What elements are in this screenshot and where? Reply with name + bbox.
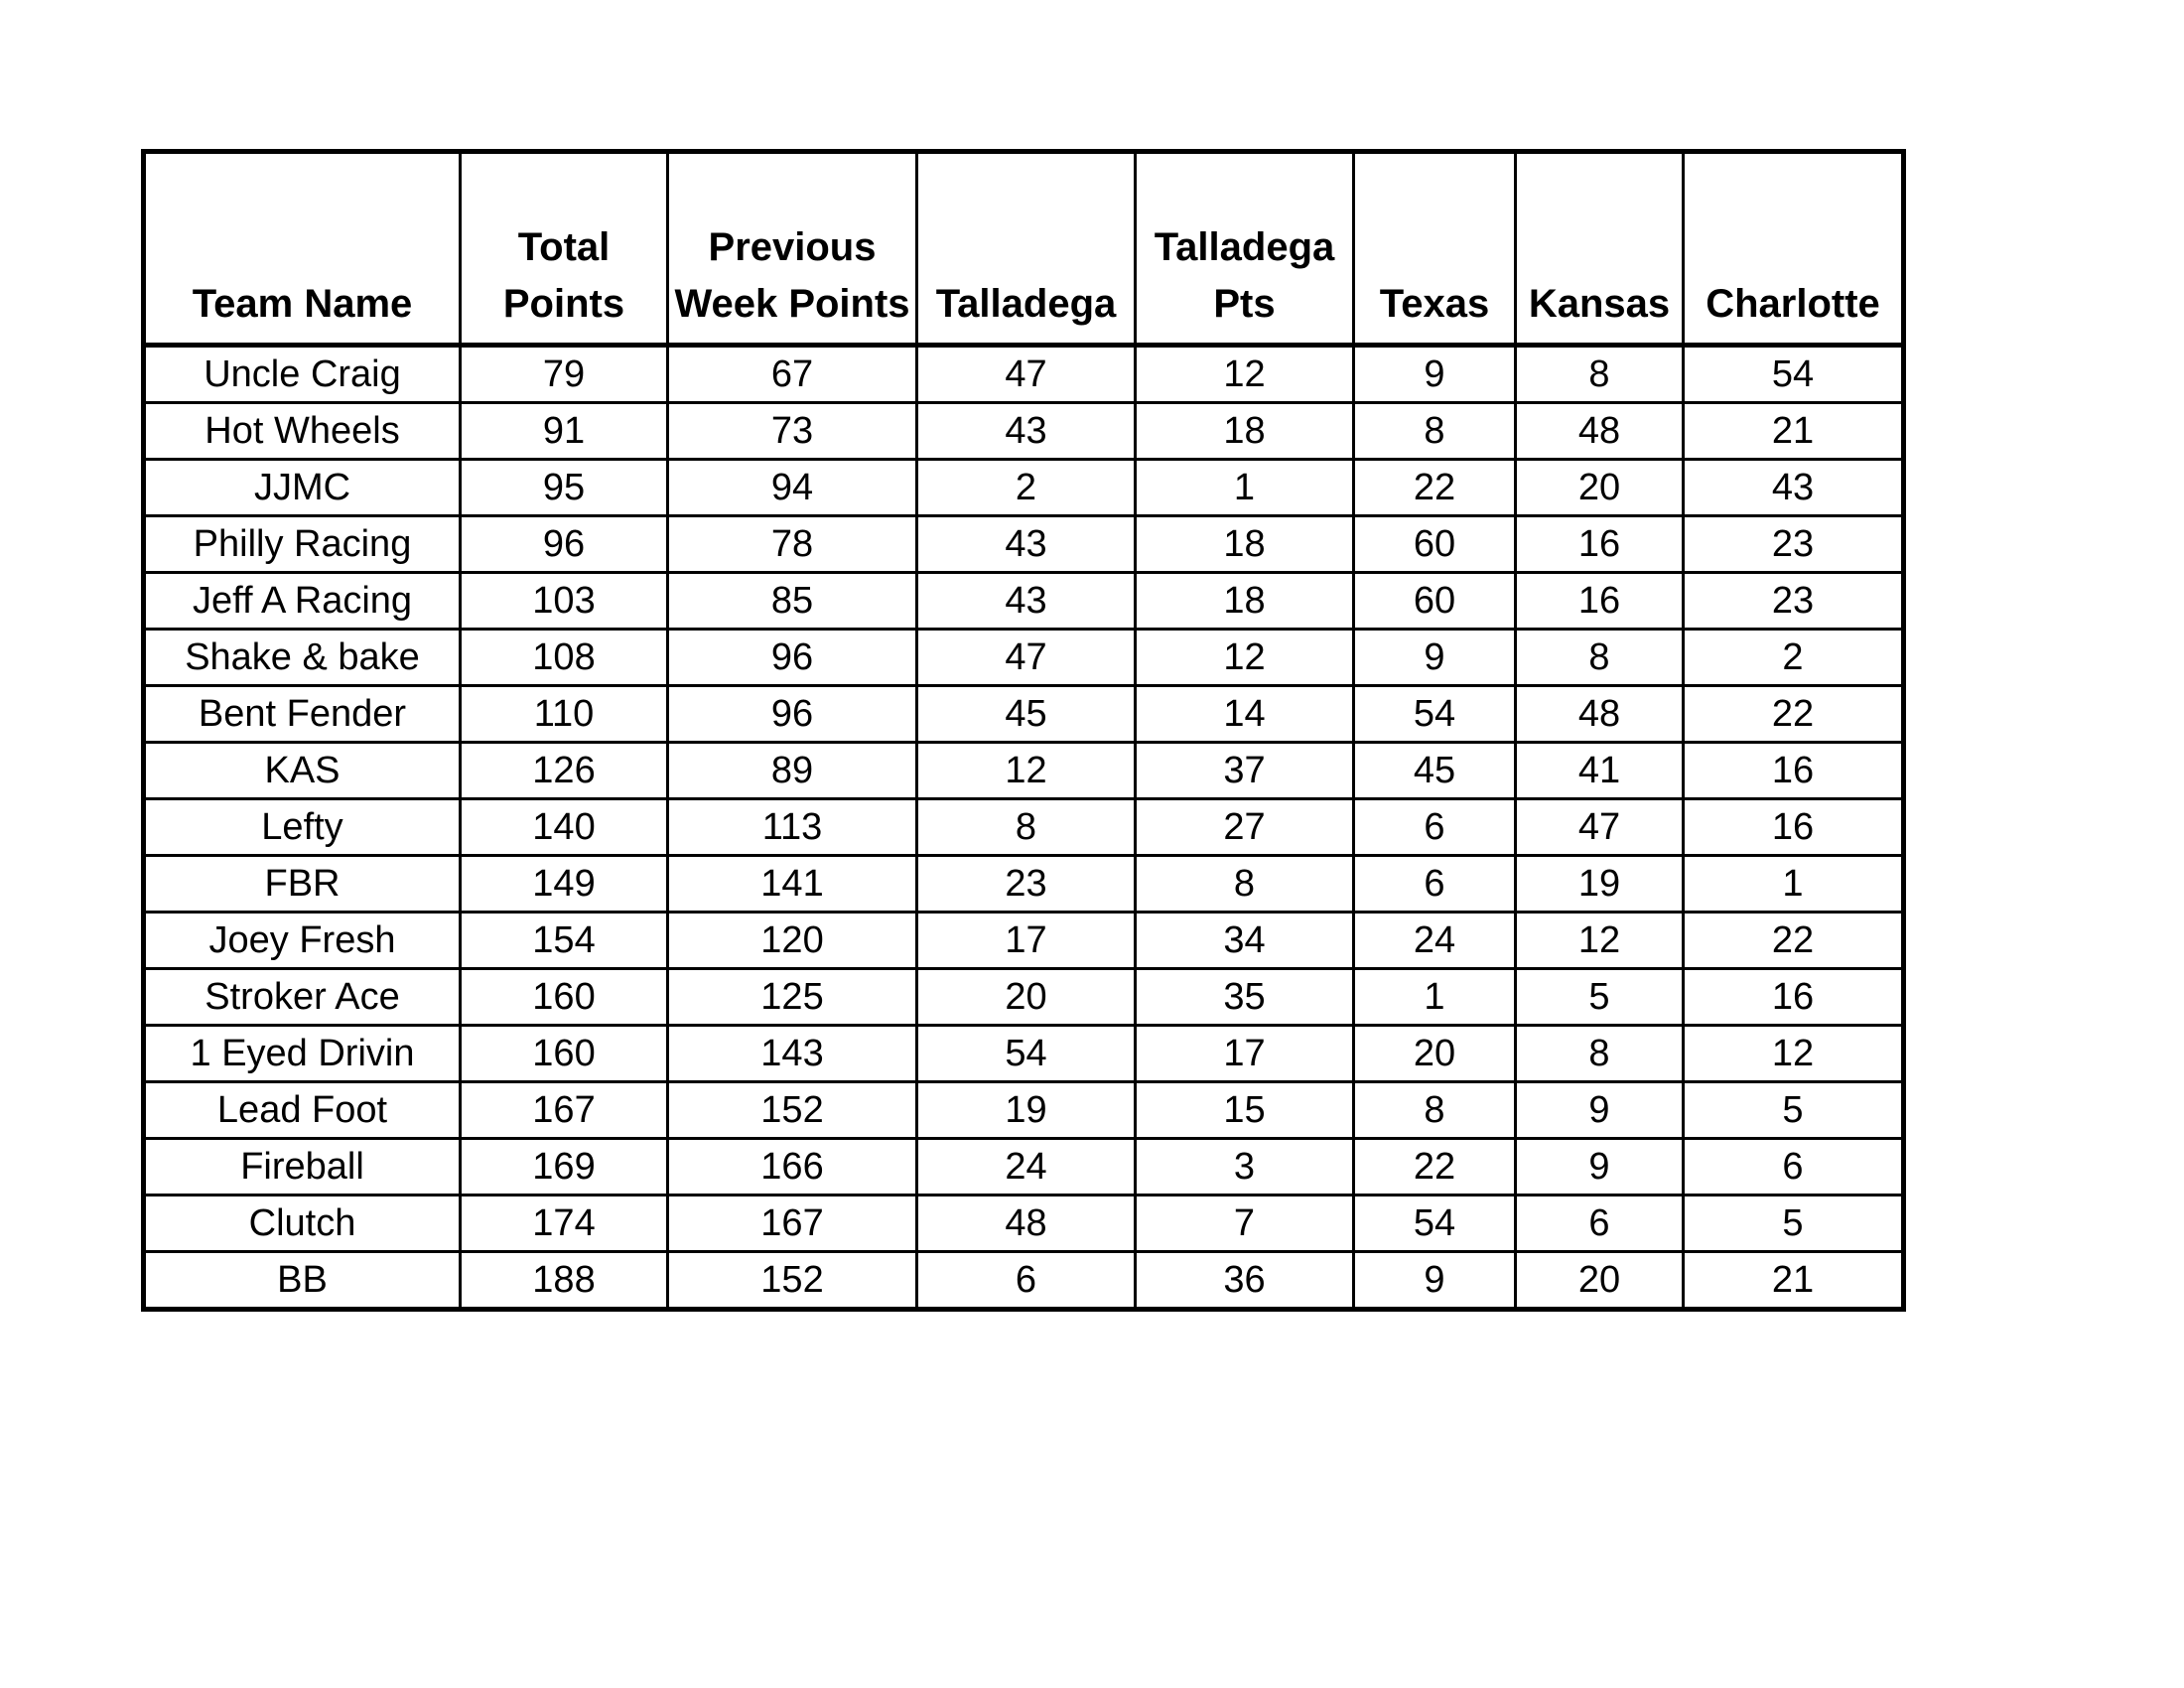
talladega-cell: 8 (917, 799, 1136, 856)
table-row (144, 460, 1904, 516)
kansas-cell: 41 (1516, 743, 1684, 799)
total-points-cell: 108 (461, 630, 668, 686)
team-name-cell: FBR (144, 856, 461, 913)
talladega-pts-cell: 18 (1136, 573, 1354, 630)
table-row (144, 913, 1904, 969)
charlotte-cell: 16 (1684, 969, 1904, 1026)
kansas-cell: 48 (1516, 686, 1684, 743)
previous-week-points-cell: 67 (668, 346, 917, 403)
team-name-cell: Bent Fender (144, 686, 461, 743)
kansas-cell: 8 (1516, 346, 1684, 403)
talladega-pts-cell: 12 (1136, 630, 1354, 686)
texas-cell: 60 (1354, 516, 1516, 573)
talladega-cell: 45 (917, 686, 1136, 743)
talladega-cell: 2 (917, 460, 1136, 516)
previous-week-points-cell: 125 (668, 969, 917, 1026)
total-points-cell: 91 (461, 403, 668, 460)
texas-cell: 8 (1354, 403, 1516, 460)
table-row (144, 346, 1904, 403)
table-row (144, 799, 1904, 856)
charlotte-cell: 2 (1684, 630, 1904, 686)
table-row (144, 686, 1904, 743)
total-points-cell: 167 (461, 1082, 668, 1139)
kansas-cell: 9 (1516, 1082, 1684, 1139)
talladega-pts-cell: 15 (1136, 1082, 1354, 1139)
table-row (144, 1082, 1904, 1139)
texas-cell: 20 (1354, 1026, 1516, 1082)
table-row (144, 1026, 1904, 1082)
previous-week-points-cell: 73 (668, 403, 917, 460)
charlotte-cell: 54 (1684, 346, 1904, 403)
column-header-line: Texas (1379, 282, 1490, 326)
kansas-cell: 20 (1516, 1252, 1684, 1310)
total-points-cell: 96 (461, 516, 668, 573)
charlotte-cell: 22 (1684, 913, 1904, 969)
team-name-cell: Shake & bake (144, 630, 461, 686)
texas-cell: 45 (1354, 743, 1516, 799)
column-header-line: Talladega (1154, 225, 1335, 269)
previous-week-points-cell: 113 (668, 799, 917, 856)
charlotte-cell: 1 (1684, 856, 1904, 913)
charlotte-cell: 5 (1684, 1082, 1904, 1139)
previous-week-points-cell: 94 (668, 460, 917, 516)
previous-week-points-cell: 89 (668, 743, 917, 799)
column-header-line: Total (517, 225, 611, 269)
charlotte-cell: 16 (1684, 799, 1904, 856)
texas-cell: 9 (1354, 346, 1516, 403)
talladega-pts-cell: 35 (1136, 969, 1354, 1026)
table-row (144, 743, 1904, 799)
total-points-cell: 140 (461, 799, 668, 856)
previous-week-points-cell: 141 (668, 856, 917, 913)
column-header-team-name (144, 152, 461, 346)
talladega-pts-cell: 36 (1136, 1252, 1354, 1310)
talladega-cell: 47 (917, 346, 1136, 403)
kansas-cell: 20 (1516, 460, 1684, 516)
team-name-cell: Stroker Ace (144, 969, 461, 1026)
column-header-line: Week Points (674, 282, 910, 326)
talladega-cell: 23 (917, 856, 1136, 913)
talladega-pts-cell: 37 (1136, 743, 1354, 799)
kansas-cell: 47 (1516, 799, 1684, 856)
total-points-cell: 126 (461, 743, 668, 799)
kansas-cell: 19 (1516, 856, 1684, 913)
kansas-cell: 8 (1516, 630, 1684, 686)
table-row (144, 630, 1904, 686)
header-row (144, 152, 1904, 346)
previous-week-points-cell: 166 (668, 1139, 917, 1196)
team-name-cell: Uncle Craig (144, 346, 461, 403)
team-name-cell: JJMC (144, 460, 461, 516)
table-row (144, 969, 1904, 1026)
texas-cell: 9 (1354, 1252, 1516, 1310)
talladega-cell: 19 (917, 1082, 1136, 1139)
total-points-cell: 160 (461, 1026, 668, 1082)
charlotte-cell: 21 (1684, 403, 1904, 460)
team-name-cell: 1 Eyed Drivin (144, 1026, 461, 1082)
charlotte-cell: 5 (1684, 1196, 1904, 1252)
column-header-line: Talladega (935, 282, 1117, 326)
standings-table (141, 149, 1906, 1312)
talladega-pts-cell: 7 (1136, 1196, 1354, 1252)
texas-cell: 8 (1354, 1082, 1516, 1139)
talladega-pts-cell: 27 (1136, 799, 1354, 856)
column-header-line: Team Name (192, 282, 413, 326)
total-points-cell: 95 (461, 460, 668, 516)
table-row (144, 1196, 1904, 1252)
talladega-cell: 20 (917, 969, 1136, 1026)
talladega-cell: 47 (917, 630, 1136, 686)
total-points-cell: 149 (461, 856, 668, 913)
column-header-talladega-pts (1136, 152, 1354, 346)
texas-cell: 60 (1354, 573, 1516, 630)
talladega-cell: 12 (917, 743, 1136, 799)
kansas-cell: 48 (1516, 403, 1684, 460)
charlotte-cell: 22 (1684, 686, 1904, 743)
kansas-cell: 12 (1516, 913, 1684, 969)
texas-cell: 6 (1354, 856, 1516, 913)
column-header-line: Points (502, 282, 625, 326)
previous-week-points-cell: 96 (668, 630, 917, 686)
column-header-charlotte (1684, 152, 1904, 346)
column-header-previous-week-points (668, 152, 917, 346)
charlotte-cell: 43 (1684, 460, 1904, 516)
charlotte-cell: 6 (1684, 1139, 1904, 1196)
team-name-cell: Jeff A Racing (144, 573, 461, 630)
texas-cell: 22 (1354, 1139, 1516, 1196)
charlotte-cell: 23 (1684, 573, 1904, 630)
texas-cell: 22 (1354, 460, 1516, 516)
team-name-cell: BB (144, 1252, 461, 1310)
talladega-cell: 6 (917, 1252, 1136, 1310)
talladega-pts-cell: 12 (1136, 346, 1354, 403)
team-name-cell: Hot Wheels (144, 403, 461, 460)
total-points-cell: 169 (461, 1139, 668, 1196)
table-body (144, 346, 1904, 1310)
table-row (144, 516, 1904, 573)
total-points-cell: 79 (461, 346, 668, 403)
talladega-cell: 17 (917, 913, 1136, 969)
column-header-kansas (1516, 152, 1684, 346)
kansas-cell: 16 (1516, 573, 1684, 630)
column-header-talladega (917, 152, 1136, 346)
total-points-cell: 188 (461, 1252, 668, 1310)
charlotte-cell: 12 (1684, 1026, 1904, 1082)
previous-week-points-cell: 167 (668, 1196, 917, 1252)
texas-cell: 54 (1354, 1196, 1516, 1252)
column-header-texas (1354, 152, 1516, 346)
texas-cell: 54 (1354, 686, 1516, 743)
texas-cell: 6 (1354, 799, 1516, 856)
talladega-cell: 54 (917, 1026, 1136, 1082)
total-points-cell: 110 (461, 686, 668, 743)
team-name-cell: KAS (144, 743, 461, 799)
talladega-cell: 43 (917, 403, 1136, 460)
talladega-pts-cell: 17 (1136, 1026, 1354, 1082)
total-points-cell: 160 (461, 969, 668, 1026)
kansas-cell: 6 (1516, 1196, 1684, 1252)
column-header-line: Pts (1213, 282, 1276, 326)
column-header-total-points (461, 152, 668, 346)
team-name-cell: Clutch (144, 1196, 461, 1252)
talladega-cell: 48 (917, 1196, 1136, 1252)
talladega-cell: 24 (917, 1139, 1136, 1196)
team-name-cell: Lefty (144, 799, 461, 856)
kansas-cell: 8 (1516, 1026, 1684, 1082)
texas-cell: 1 (1354, 969, 1516, 1026)
table-row (144, 1139, 1904, 1196)
table-row (144, 1252, 1904, 1310)
charlotte-cell: 16 (1684, 743, 1904, 799)
total-points-cell: 174 (461, 1196, 668, 1252)
column-header-line: Charlotte (1706, 282, 1880, 326)
team-name-cell: Joey Fresh (144, 913, 461, 969)
team-name-cell: Philly Racing (144, 516, 461, 573)
charlotte-cell: 21 (1684, 1252, 1904, 1310)
kansas-cell: 16 (1516, 516, 1684, 573)
team-name-cell: Lead Foot (144, 1082, 461, 1139)
talladega-pts-cell: 3 (1136, 1139, 1354, 1196)
texas-cell: 9 (1354, 630, 1516, 686)
talladega-pts-cell: 18 (1136, 516, 1354, 573)
previous-week-points-cell: 152 (668, 1082, 917, 1139)
talladega-pts-cell: 8 (1136, 856, 1354, 913)
talladega-cell: 43 (917, 516, 1136, 573)
table-row (144, 573, 1904, 630)
talladega-pts-cell: 14 (1136, 686, 1354, 743)
previous-week-points-cell: 85 (668, 573, 917, 630)
total-points-cell: 154 (461, 913, 668, 969)
previous-week-points-cell: 143 (668, 1026, 917, 1082)
previous-week-points-cell: 96 (668, 686, 917, 743)
talladega-pts-cell: 18 (1136, 403, 1354, 460)
talladega-pts-cell: 34 (1136, 913, 1354, 969)
column-header-line: Kansas (1528, 282, 1671, 326)
previous-week-points-cell: 152 (668, 1252, 917, 1310)
previous-week-points-cell: 78 (668, 516, 917, 573)
kansas-cell: 5 (1516, 969, 1684, 1026)
table-row (144, 403, 1904, 460)
team-name-cell: Fireball (144, 1139, 461, 1196)
texas-cell: 24 (1354, 913, 1516, 969)
column-header-line: Previous (708, 225, 877, 269)
table-row (144, 856, 1904, 913)
kansas-cell: 9 (1516, 1139, 1684, 1196)
previous-week-points-cell: 120 (668, 913, 917, 969)
talladega-pts-cell: 1 (1136, 460, 1354, 516)
talladega-cell: 43 (917, 573, 1136, 630)
total-points-cell: 103 (461, 573, 668, 630)
charlotte-cell: 23 (1684, 516, 1904, 573)
